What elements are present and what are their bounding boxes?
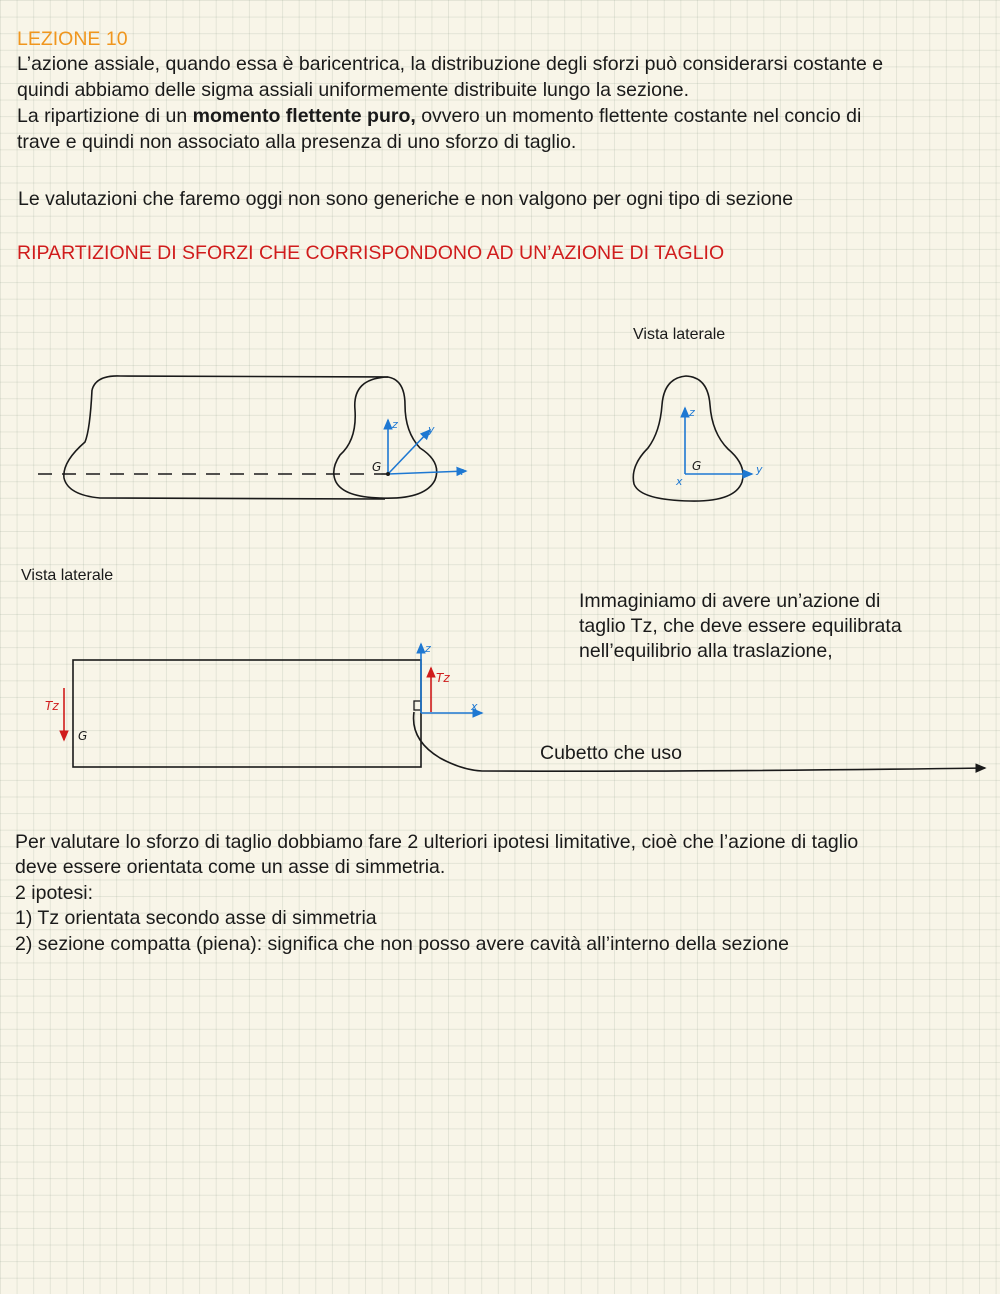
g-label: G: [372, 460, 382, 474]
z-axis-label: z: [392, 418, 398, 431]
y-axis-label: y: [756, 463, 763, 476]
paragraph-line: 2 ipotesi:: [15, 882, 94, 904]
paragraph-line: L’azione assiale, quando essa è baricentrica, la distribuzione degli sforzi può considerarsi costante e: [17, 53, 884, 75]
side-view-label: Vista laterale: [21, 567, 114, 584]
centroid-dot: [386, 472, 390, 476]
beam-side-rect: [73, 660, 985, 771]
cube-label: Cubetto che uso: [540, 742, 683, 764]
text-span: ovvero un momento flettente costante nel concio di: [415, 105, 862, 127]
g-label: G: [78, 729, 88, 743]
note-line: taglio Tz, che deve essere equilibrata: [579, 615, 902, 637]
x-axis-label: x: [676, 475, 683, 488]
paragraph-line: quindi abbiamo delle sigma assiali uniformemente distribuite lungo la sezione.: [17, 79, 690, 101]
paragraph-line: 2) sezione compatta (piena): significa che non posso avere cavità all’interno della sezione: [15, 933, 789, 955]
paragraph-line: 1) Tz orientata secondo asse di simmetria: [15, 907, 377, 929]
text-span: La ripartizione di un: [17, 105, 193, 127]
page-title: LEZIONE 10: [17, 28, 128, 50]
tz-label: Tz: [436, 671, 450, 685]
beam-sketch: [38, 376, 437, 499]
g-label: G: [692, 459, 702, 473]
side-view-label: Vista laterale: [633, 326, 726, 343]
paragraph-line: trave e quindi non associato alla presenza di uno sforzo di taglio.: [17, 131, 577, 153]
bold-text: momento flettente puro,: [192, 105, 416, 127]
x-axis-label: x: [457, 465, 464, 478]
shear-force-arrows: [64, 668, 431, 740]
axes-beam: [388, 420, 466, 474]
z-axis-label: z: [689, 406, 695, 419]
x-axis-label: x: [471, 700, 478, 713]
note-line: nell’equilibrio alla traslazione,: [579, 640, 833, 662]
paragraph-line: Le valutazioni che faremo oggi non sono generiche e non valgono per ogni tipo di sezione: [18, 188, 794, 210]
z-axis-label: z: [425, 642, 431, 655]
tz-label: Tz: [45, 699, 59, 713]
y-axis-label: y: [428, 423, 435, 436]
paragraph-line: deve essere orientata come un asse di simmetria.: [15, 856, 446, 878]
section-heading: RIPARTIZIONE DI SFORZI CHE CORRISPONDONO AD UN’AZIONE DI TAGLIO: [17, 242, 725, 264]
paragraph-line: Per valutare lo sforzo di taglio dobbiamo fare 2 ulteriori ipotesi limitative, cioè che l’azione di taglio: [15, 831, 859, 853]
note-line: Immaginiamo di avere un’azione di: [579, 590, 881, 612]
section-sketch: [633, 376, 743, 501]
